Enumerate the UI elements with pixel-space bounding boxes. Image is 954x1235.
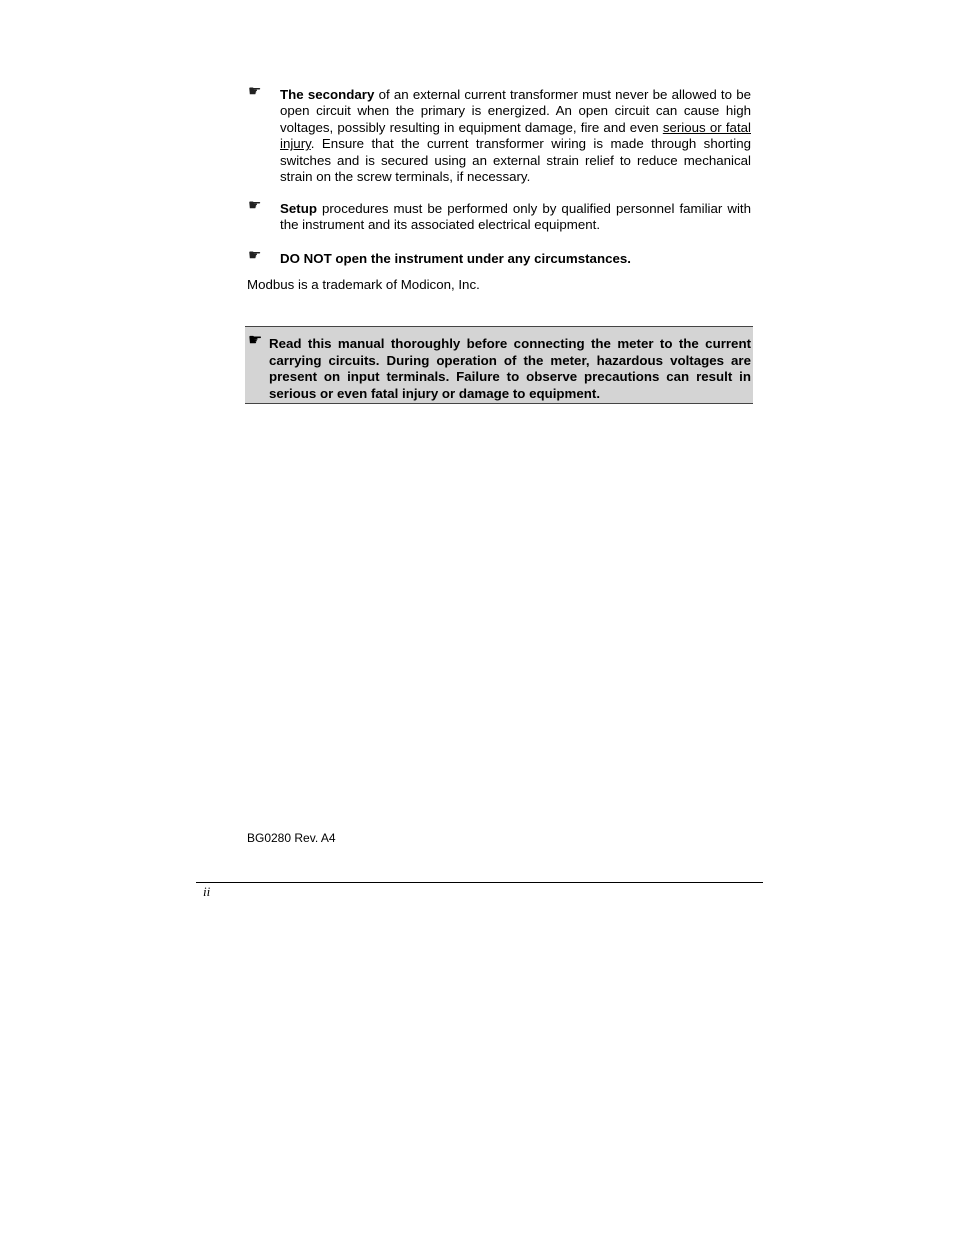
- bullet-body: procedures must be performed only by qualified personnel familiar with the instrument and its associated electrical equipment.: [280, 201, 751, 233]
- bullet-lead: DO NOT open the instrument under any circumstances.: [280, 251, 631, 266]
- pointing-hand-icon: ☛: [248, 247, 262, 264]
- pointing-hand-icon: ☛: [248, 83, 262, 100]
- bullet-ct-secondary: [248, 83, 751, 185]
- bullet-setup: [248, 197, 751, 234]
- bullet-body-continued: . Ensure that the current transformer wiring is made through shorting switches and is secured using an external strain relief to reduce mechanical strain on the screw terminals, if necessary.: [280, 136, 751, 185]
- document-revision: BG0280 Rev. A4: [247, 831, 336, 845]
- bullet-body: of an external current transformer must never be allowed to be open circuit when the primary is energized. An open circuit can cause high voltages, possibly resulting in equipment damage, fire and even: [280, 87, 751, 135]
- pointing-hand-icon: ☛: [248, 197, 262, 214]
- bullet-do-not-open-text: [280, 251, 751, 267]
- footer-divider: [196, 882, 763, 883]
- bullet-lead: Setup: [280, 201, 317, 216]
- bullet-setup-text: [280, 201, 751, 234]
- page-number: ii: [203, 884, 211, 899]
- warning-box: [245, 326, 753, 404]
- underlined-phrase: serious or fatal injury: [280, 119, 751, 152]
- warning-text: Read this manual thoroughly before connecting the meter to the current carrying circuits. During operation of the meter, hazardous voltages are present on input terminals. Failure to observe precautions can result in serious or even fatal injury or damage to equipment.: [269, 336, 751, 401]
- pointing-hand-icon: ☛: [248, 332, 263, 349]
- trademark-note: Modbus is a trademark of Modicon, Inc.: [247, 277, 480, 292]
- bullet-lead: The secondary: [280, 87, 375, 102]
- bullet-do-not-open: [248, 247, 751, 267]
- bullet-ct-secondary-text: [280, 87, 751, 185]
